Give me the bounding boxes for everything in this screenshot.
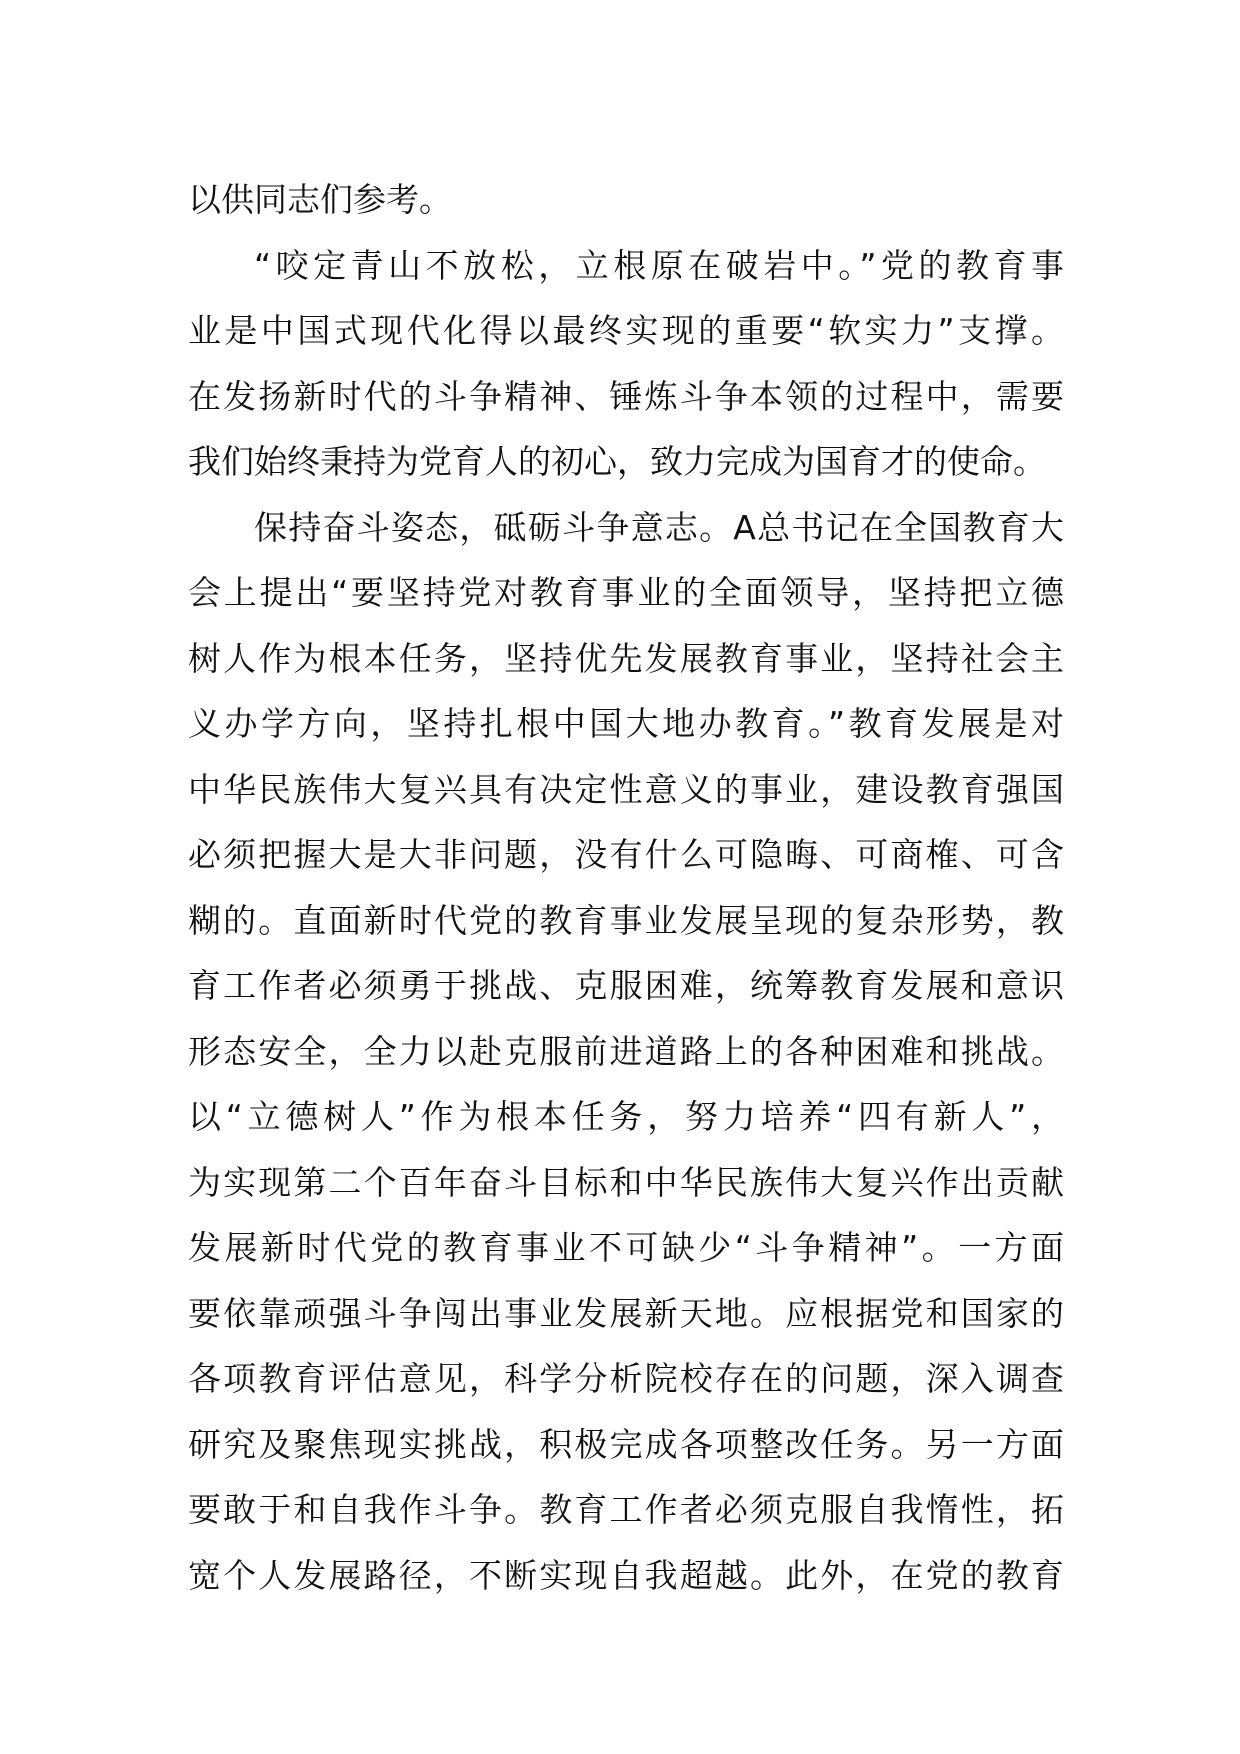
text-line: 研究及聚焦现实挑战，积极完成各项整改任务。另一方面 (188, 1424, 1064, 1464)
text-line: 要依靠顽强斗争闯出事业发展新天地。应根据党和国家的 (188, 1293, 1064, 1333)
text-line: 我们始终秉持为党育人的初心，致力完成为国育才的使命。 (188, 442, 1046, 481)
text-line: 发展新时代党的教育事业不可缺少“斗争精神”。一方面 (188, 1228, 1064, 1267)
text-line: 业是中国式现代化得以最终实现的重要“软实力”支撑。 (188, 311, 1064, 350)
text-line: “咬定青山不放松，立根原在破岩中。”党的教育事 (254, 245, 1064, 285)
text-line: 义办学方向，坚持扎根中国大地办教育。”教育发展是对 (188, 704, 1064, 743)
text-line: 保持奋斗姿态，砥砺斗争意志。A总书记在全国教育大 (254, 507, 1064, 547)
text-line: 必须把握大是大非问题，没有什么可隐晦、可商榷、可含 (188, 835, 1064, 874)
paragraph (188, 233, 1064, 495)
text-line: 宽个人发展路径，不断实现自我超越。此外，在党的教育 (188, 1555, 1064, 1595)
text-line: 在发扬新时代的斗争精神、锤炼斗争本领的过程中，需要 (188, 376, 1064, 416)
text-line: 会上提出“要坚持党对教育事业的全面领导，坚持把立德 (188, 573, 1064, 612)
text-line: 树人作为根本任务，坚持优先发展教育事业，坚持社会主 (188, 638, 1064, 678)
paragraph (188, 167, 1064, 233)
text-line: 形态安全，全力以赴克服前进道路上的各种困难和挑战。 (188, 1031, 1064, 1071)
paragraph (188, 495, 1064, 1609)
text-line: 育工作者必须勇于挑战、克服困难，统筹教育发展和意识 (188, 966, 1064, 1005)
document-body (188, 167, 1064, 1608)
text-line: 要敢于和自我作斗争。教育工作者必须克服自我惰性，拓 (188, 1490, 1064, 1529)
text-line: 以供同志们参考。 (188, 180, 452, 219)
text-line: 各项教育评估意见，科学分析院校存在的问题，深入调查 (188, 1359, 1064, 1398)
text-line: 中华民族伟大复兴具有决定性意义的事业，建设教育强国 (188, 769, 1064, 809)
text-line: 糊的。直面新时代党的教育事业发展呈现的复杂形势，教 (188, 900, 1064, 940)
text-line: 以“立德树人”作为根本任务，努力培养“四有新人”， (188, 1097, 1064, 1136)
text-line: 为实现第二个百年奋斗目标和中华民族伟大复兴作出贡献 (188, 1162, 1064, 1202)
